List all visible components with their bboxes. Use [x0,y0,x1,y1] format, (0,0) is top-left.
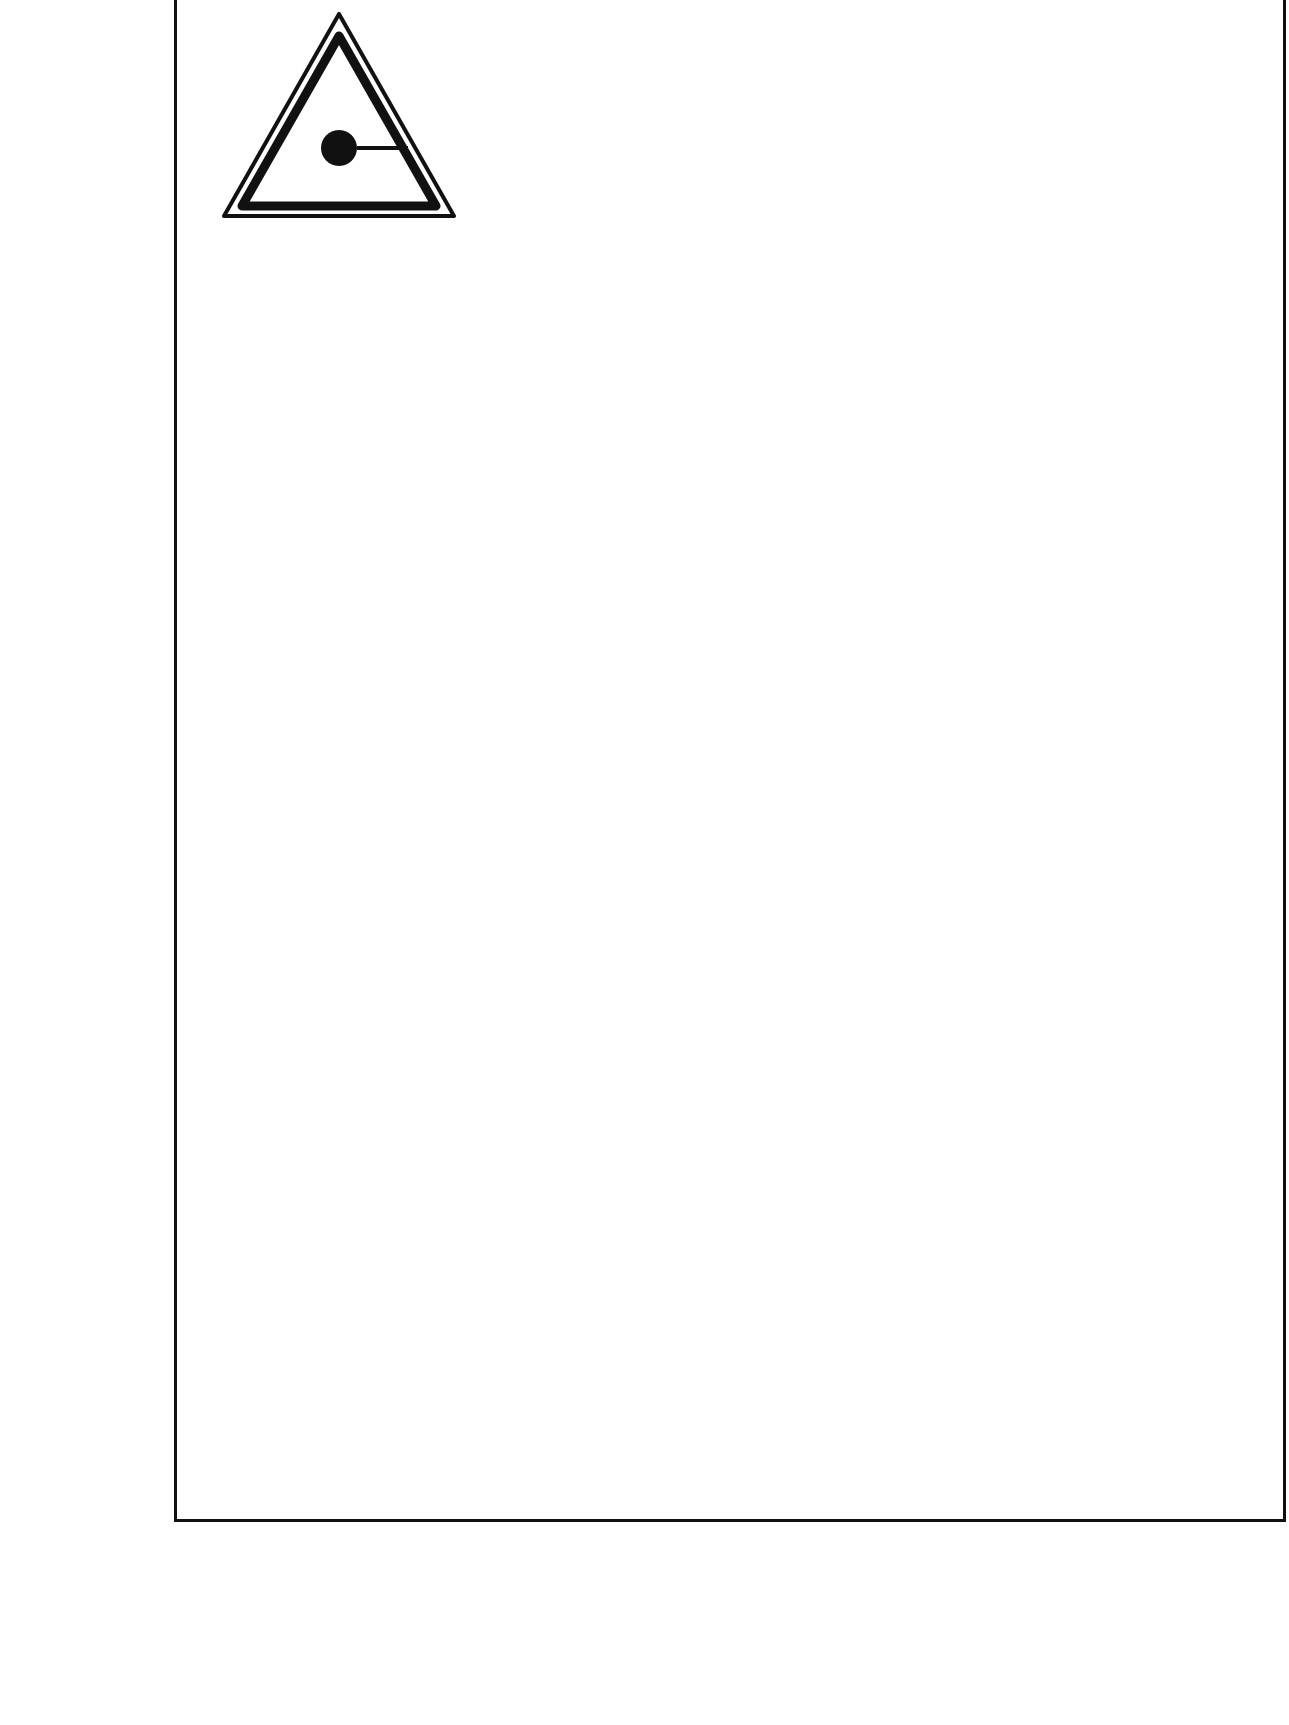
page-tab-marker [0,1670,113,1725]
laser-hazard-icon [218,8,460,224]
laser-warning-label [174,0,1286,1522]
